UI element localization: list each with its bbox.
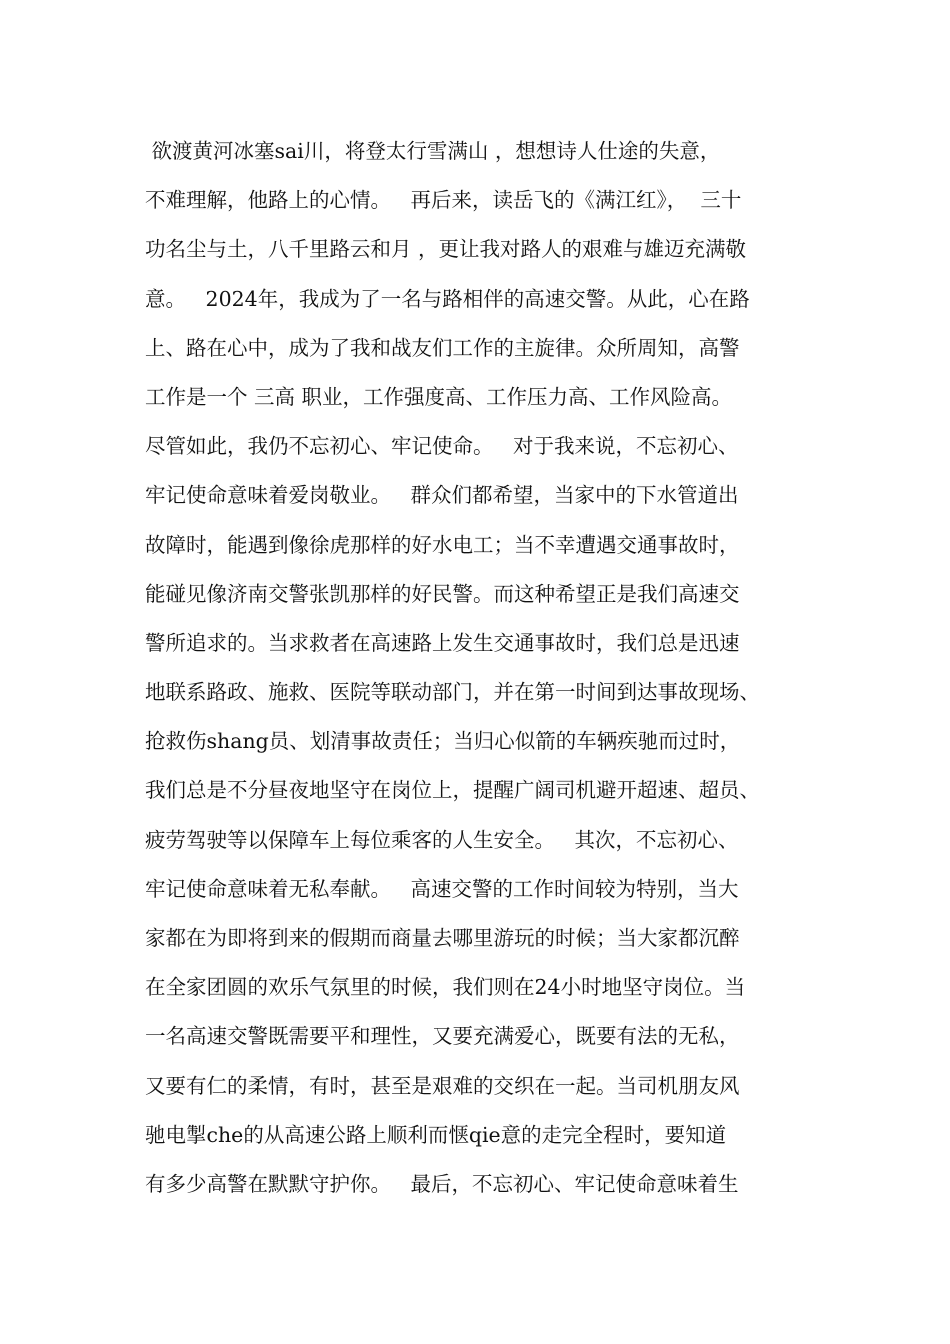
text-line: 尽管如此，我仍不忘初心、牢记使命。 对于我来说，不忘初心、 — [145, 434, 739, 459]
text-line: 驰电掣che的从高速公路上顺利而惬qie意的走完全程时，要知道 — [145, 1122, 727, 1147]
text-line: 能碰见像济南交警张凯那样的好民警。而这种希望正是我们高速交 — [145, 581, 740, 606]
text-line: 我们总是不分昼夜地坚守在岗位上，提醒广阔司机避开超速、超员、 — [145, 778, 760, 803]
text-line: 一名高速交警既需要平和理性，又要充满爱心，既要有法的无私， — [145, 1024, 740, 1049]
text-line: 疲劳驾驶等以保障车上每位乘客的人生安全。 其次，不忘初心、 — [145, 827, 739, 852]
text-line: 抢救伤shang员、划清事故责任；当归心似箭的车辆疾驰而过时， — [145, 729, 741, 754]
text-line: 又要有仁的柔情，有时，甚至是艰难的交织在一起。当司机朋友风 — [145, 1073, 740, 1098]
text-line: 上、路在心中，成为了我和战友们工作的主旋律。众所周知，高警 — [145, 335, 740, 360]
text-line: 工作是一个 三高 职业，工作强度高、工作压力高、工作风险高。 — [145, 384, 733, 409]
text-line: 不难理解，他路上的心情。 再后来，读岳飞的《满江红》， 三十 — [145, 188, 742, 213]
text-line: 有多少高警在默默守护你。 最后，不忘初心、牢记使命意味着生 — [145, 1171, 739, 1196]
text-line: 地联系路政、施救、医院等联动部门，并在第一时间到达事故现场、 — [145, 680, 760, 705]
text-line: 意。 2024年，我成为了一名与路相伴的高速交警。从此，心在路 — [145, 286, 750, 311]
text-line: 欲渡黄河冰塞sai川，将登太行雪满山 ，想想诗人仕途的失意， — [145, 139, 721, 163]
text-line: 故障时，能遇到像徐虎那样的好水电工；当不幸遭遇交通事故时， — [145, 532, 740, 557]
text-line: 在全家团圆的欢乐气氛里的时候，我们则在24小时地坚守岗位。当 — [145, 975, 746, 1000]
text-line: 家都在为即将到来的假期而商量去哪里游玩的时候；当大家都沉醉 — [145, 926, 740, 950]
text-line: 警所追求的。当求救者在高速路上发生交通事故时，我们总是迅速 — [145, 630, 740, 655]
body-text — [145, 133, 845, 1215]
text-line: 牢记使命意味着爱岗敬业。 群众们都希望，当家中的下水管道出 — [145, 483, 739, 508]
text-line: 功名尘与土，八千里路云和月 ，更让我对路人的艰难与雄迈充满敬 — [145, 237, 747, 262]
text-line: 牢记使命意味着无私奉献。 高速交警的工作时间较为特别，当大 — [145, 876, 739, 901]
